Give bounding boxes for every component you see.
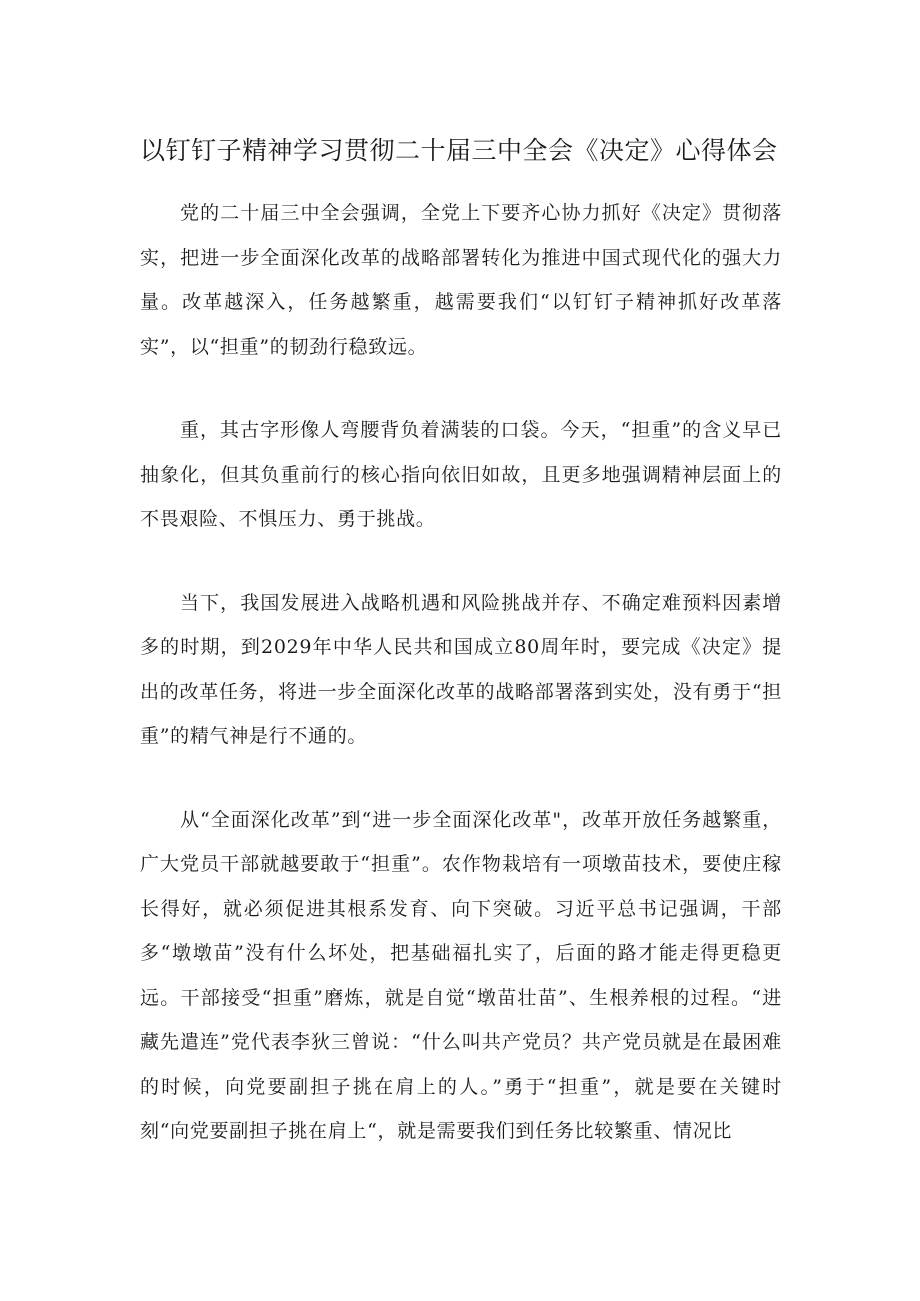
document-body — [140, 191, 782, 1193]
document-title: 以钉钉子精神学习贯彻二十届三中全会《决定》心得体会 — [140, 136, 778, 165]
paragraph-1: 党的二十届三中全会强调，全党上下要齐心协力抓好《决定》贯彻落实，把进一步全面深化改革的战略部署转化为推进中国式现代化的强大力量。改革越深入，任务越繁重，越需要我们“以钉钉子精神抓好改革落实”，以“担重”的韧劲行稳致远。 — [140, 202, 782, 358]
paragraph-3: 当下，我国发展进入战略机遇和风险挑战并存、不确定难预料因素增多的时期，到2029年中华人民共和国成立80周年时，要完成《决定》提出的改革任务，将进一步全面深化改革的战略部署落到实处，没有勇于“担重”的精气神是行不通的。 — [140, 591, 782, 747]
paragraph-2: 重，其古字形像人弯腰背负着满装的口袋。今天，“担重”的含义早已抽象化，但其负重前行的核心指向依旧如故，且更多地强调精神层面上的不畏艰险、不惧压力、勇于挑战。 — [140, 419, 782, 530]
paragraph-4: 从“全面深化改革”到“进一步全面深化改革"，改革开放任务越繁重，广大党员干部就越要敢于“担重”。农作物栽培有一项墩苗技术，要使庄稼长得好，就必须促进其根系发育、向下突破。习近平总书记强调，干部多“墩墩苗”没有什么坏处，把基础福扎实了，后面的路才能走得更稳更远。干部接受“担重”磨炼，就是自觉“墩苗壮苗”、生根养根的过程。“进藏先遣连”党代表李狄三曾说：“什么叫共产党员？共产党员就是在最困难的时候，向党要副担子挑在肩上的人。”勇于“担重”，就是要在关键时刻“向党要副担子挑在肩上“，就是需要我们到任务比较繁重、情况比 — [140, 808, 782, 1142]
